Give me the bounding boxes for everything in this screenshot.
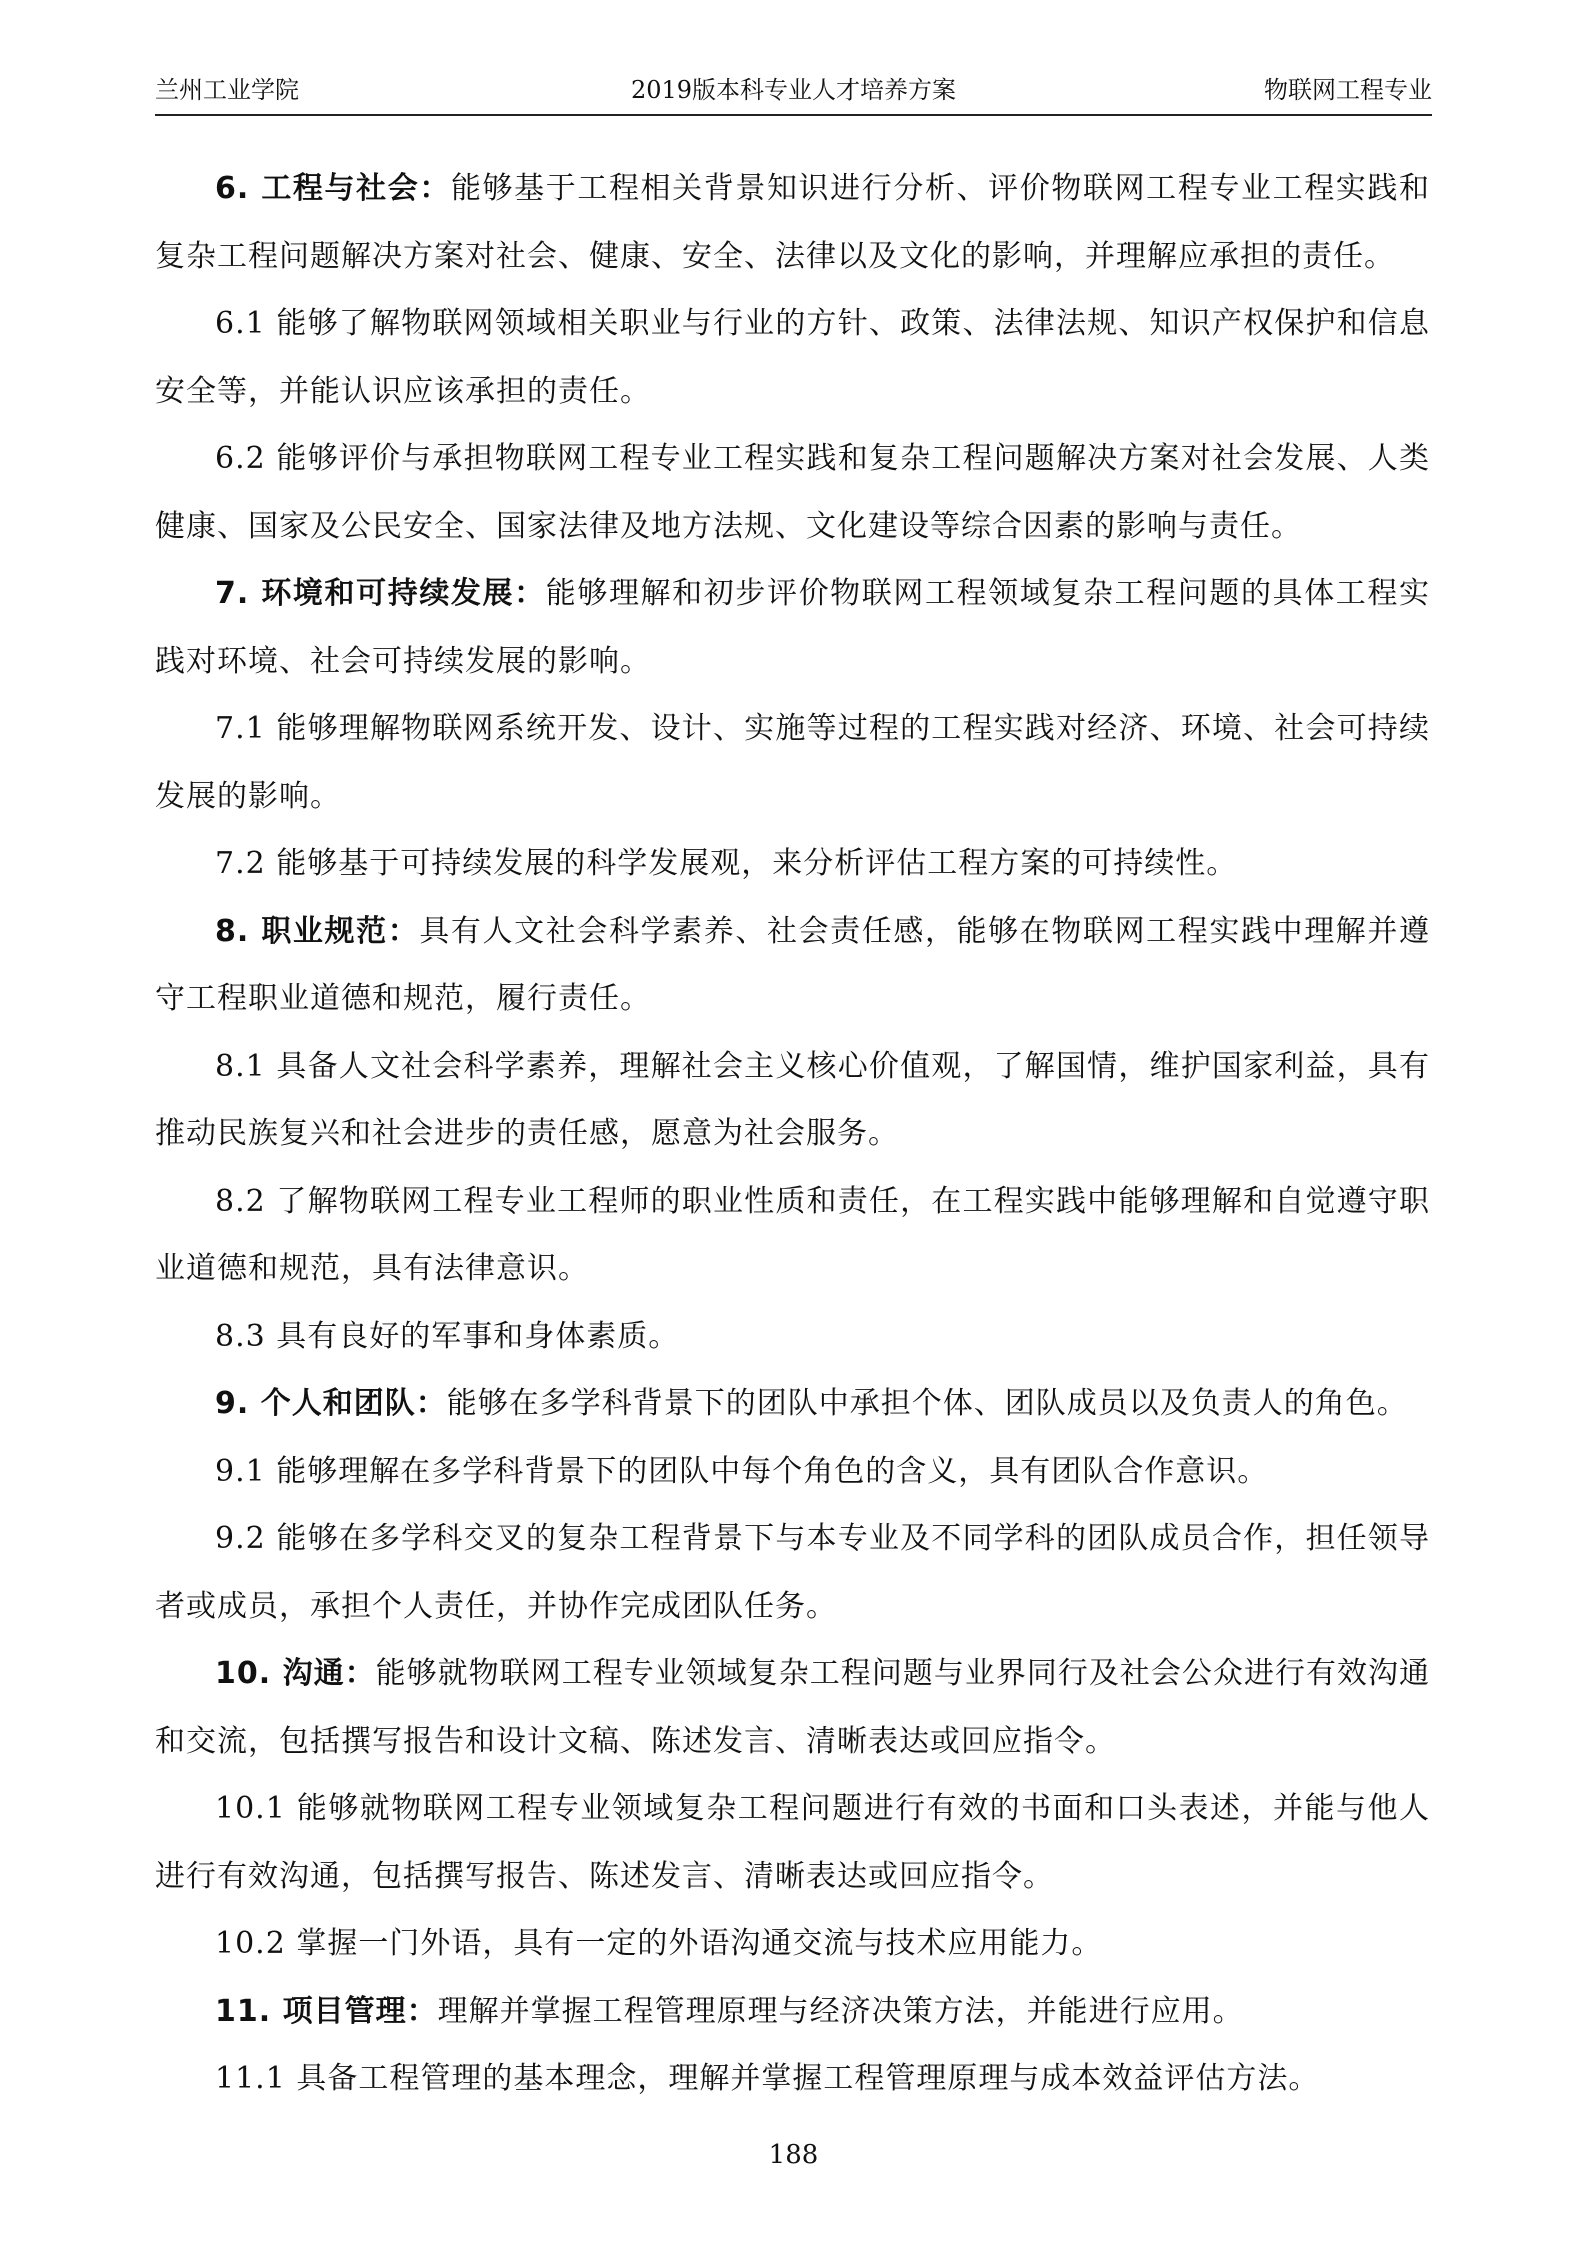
document-body	[155, 155, 1430, 2113]
paragraph-7	[155, 560, 1430, 695]
paragraph-10	[155, 1640, 1430, 1775]
paragraph-lead: 10. 沟通：	[215, 1656, 376, 1691]
page-number: 188	[768, 2140, 819, 2170]
paragraph-text: 6.1 能够了解物联网领域相关职业与行业的方针、政策、法律法规、知识产权保护和信息安全等，并能认识应该承担的责任。	[155, 306, 1430, 409]
paragraph-text: 9.2 能够在多学科交叉的复杂工程背景下与本专业及不同学科的团队成员合作，担任领导者或成员，承担个人责任，并协作完成团队任务。	[155, 1521, 1430, 1624]
header-institution: 兰州工业学院	[155, 76, 299, 104]
paragraph-6-1	[155, 290, 1430, 425]
header-document-title: 2019版本科专业人才培养方案	[630, 76, 957, 104]
paragraph-text: 8.3 具有良好的军事和身体素质。	[215, 1318, 680, 1354]
paragraph-text: 7.2 能够基于可持续发展的科学发展观，来分析评估工程方案的可持续性。	[215, 846, 1238, 881]
paragraph-6-2	[155, 425, 1430, 560]
paragraph-text: 6.2 能够评价与承担物联网工程专业工程实践和复杂工程问题解决方案对社会发展、人类健康、国家及公民安全、国家法律及地方法规、文化建设等综合因素的影响与责任。	[155, 441, 1430, 544]
paragraph-7-1	[155, 695, 1430, 830]
paragraph-text: 理解并掌握工程管理原理与经济决策方法，并能进行应用。	[437, 1993, 1244, 2029]
paragraph-6	[155, 155, 1430, 290]
paragraph-9-2	[155, 1505, 1430, 1640]
paragraph-lead: 7. 环境和可持续发展：	[215, 576, 546, 611]
paragraph-11-1	[155, 2045, 1430, 2113]
paragraph-text: 7.1 能够理解物联网系统开发、设计、实施等过程的工程实践对经济、环境、社会可持续发展的影响。	[155, 711, 1430, 814]
paragraph-text: 11.1 具备工程管理的基本理念，理解并掌握工程管理原理与成本效益评估方法。	[215, 2061, 1320, 2096]
paragraph-10-1	[155, 1775, 1430, 1910]
paragraph-lead: 9. 个人和团队：	[215, 1386, 447, 1421]
paragraph-text: 10.1 能够就物联网工程专业领域复杂工程问题进行有效的书面和口头表述，并能与他人进行有效沟通，包括撰写报告、陈述发言、清晰表达或回应指令。	[155, 1791, 1430, 1894]
paragraph-text: 能够在多学科背景下的团队中承担个体、团队成员以及负责人的角色。	[446, 1386, 1408, 1421]
paragraph-8-2	[155, 1168, 1430, 1303]
paragraph-lead: 8. 职业规范：	[215, 913, 420, 949]
paragraph-lead: 6. 工程与社会：	[215, 171, 451, 206]
paragraph-lead: 11. 项目管理：	[215, 1993, 438, 2029]
paragraph-10-2	[155, 1910, 1430, 1978]
paragraph-8-1	[155, 1033, 1430, 1168]
paragraph-11	[155, 1978, 1430, 2046]
page-header	[155, 70, 1432, 116]
paragraph-text: 9.1 能够理解在多学科背景下的团队中每个角色的含义，具有团队合作意识。	[215, 1453, 1269, 1489]
paragraph-text: 能够就物联网工程专业领域复杂工程问题与业界同行及社会公众进行有效沟通和交流，包括撰写报告和设计文稿、陈述发言、清晰表达或回应指令。	[155, 1656, 1431, 1759]
header-major: 物联网工程专业	[1264, 76, 1432, 104]
paragraph-text: 能够理解和初步评价物联网工程领域复杂工程问题的具体工程实践对环境、社会可持续发展的影响。	[155, 576, 1431, 679]
paragraph-8	[155, 898, 1430, 1033]
paragraph-9	[155, 1370, 1430, 1438]
paragraph-text: 10.2 掌握一门外语，具有一定的外语沟通交流与技术应用能力。	[215, 1926, 1103, 1961]
paragraph-text: 8.1 具备人文社会科学素养，理解社会主义核心价值观，了解国情，维护国家利益，具有推动民族复兴和社会进步的责任感，愿意为社会服务。	[155, 1048, 1430, 1151]
paragraph-8-3	[155, 1303, 1430, 1371]
paragraph-9-1	[155, 1438, 1430, 1506]
paragraph-text: 能够基于工程相关背景知识进行分析、评价物联网工程专业工程实践和复杂工程问题解决方案对社会、健康、安全、法律以及文化的影响，并理解应承担的责任。	[155, 171, 1431, 274]
paragraph-text: 8.2 了解物联网工程专业工程师的职业性质和责任，在工程实践中能够理解和自觉遵守职业道德和规范，具有法律意识。	[155, 1183, 1430, 1286]
paragraph-7-2	[155, 830, 1430, 898]
paragraph-text: 具有人文社会科学素养、社会责任感，能够在物联网工程实践中理解并遵守工程职业道德和规范，履行责任。	[155, 913, 1430, 1016]
